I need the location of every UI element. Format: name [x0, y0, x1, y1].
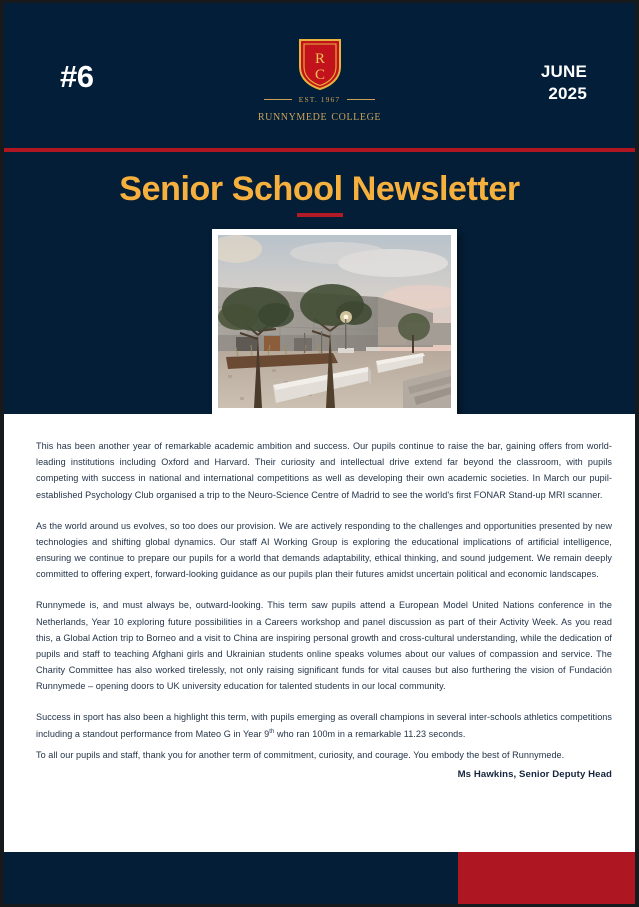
- footer-bar: [4, 852, 635, 904]
- est-rule-right: [347, 99, 375, 100]
- shield-crest-icon: [297, 37, 343, 91]
- hero-photo-frame: [212, 229, 457, 414]
- issue-number: #6: [60, 59, 94, 94]
- issue-month: JUNE: [540, 62, 587, 81]
- letter-paragraph-1: This has been another year of remarkable academic ambition and success. Our pupils continue to raise the bar, gaining offers from world-leading institutions including Oxford and Harvard. Their curiosity and intellectual drive extend far beyond the classroom, with pupils competing with success in national and international competitions as well as developing their own academic societies. In March our pupil-established Psychology Club organised a trip to the Neuro-Science Centre of Madrid to see the world's first FONAR Stand-up MRI scanner.: [36, 441, 612, 500]
- letter-content-area: [4, 414, 635, 852]
- year-group-ordinal: th: [269, 728, 275, 735]
- sport-text-after: who ran 100m in a remarkable 11.23 seconds.: [274, 728, 466, 739]
- issue-date: [541, 61, 587, 105]
- letter-signature: Ms Hawkins, Senior Deputy Head: [457, 768, 612, 780]
- page-title: Senior School Newsletter: [119, 170, 520, 208]
- title-accent-rule: [297, 213, 343, 217]
- footer-red-block: [458, 852, 635, 904]
- college-name: runnymede college: [257, 108, 382, 124]
- svg-text:R: R: [314, 51, 325, 67]
- letter-paragraph-3: Runnymede is, and must always be, outward-looking. This term saw pupils attend a European Model United Nations conference in the Netherlands, Year 10 exploring future possibilities in a Careers workshop and panel discussion as part of their Activity Week. As you read this, a Global Action trip to Borneo and a visit to China are inspiring personal growth and cross-cultural understanding, while the dedication of pupils and staff to teaching Afghani girls and Ukrainian students online speaks volumes about our values of compassion and service. The Charity Committee has also worked tirelessly, not only raising significant funds for vital causes but also furthering the vision of Fundación Runnymede – opening doors to UK university education for talented students in our local community.: [36, 600, 612, 692]
- campus-photograph: [218, 235, 451, 408]
- letter-paragraph-sport: [36, 709, 612, 741]
- deputy-head-letter: [36, 438, 612, 780]
- sport-text-before: Success in sport has also been a highlight this term, with pupils emerging as overall champions in several inter-schools athletics competitions including a standout performance from Mateo G in Year 9: [36, 712, 612, 739]
- est-rule-left: [264, 99, 292, 100]
- issue-year: 2025: [548, 83, 587, 103]
- footer-navy-block: [4, 852, 458, 904]
- letter-paragraph-2: As the world around us evolves, so too does our provision. We are actively responding to the challenges and opportunities presented by new technologies and shifting global dynamics. Our staff AI Working Group is exploring the educational implications of artificial intelligence, ensuring we continue to prepare our pupils for a world that demands adaptability, ethical thinking, and sound judgement. We remain deeply committed to offering expert, forward-looking guidance as our pupils plan their futures amidst uncertain political and economic landscapes.: [36, 520, 612, 580]
- svg-text:C: C: [314, 67, 325, 83]
- letter-closing: To all our pupils and staff, thank you for another term of commitment, curiosity, and courage. You embody the best of Runnymede.: [36, 749, 565, 760]
- masthead: [4, 3, 635, 146]
- established-text: EST. 1967: [298, 95, 341, 104]
